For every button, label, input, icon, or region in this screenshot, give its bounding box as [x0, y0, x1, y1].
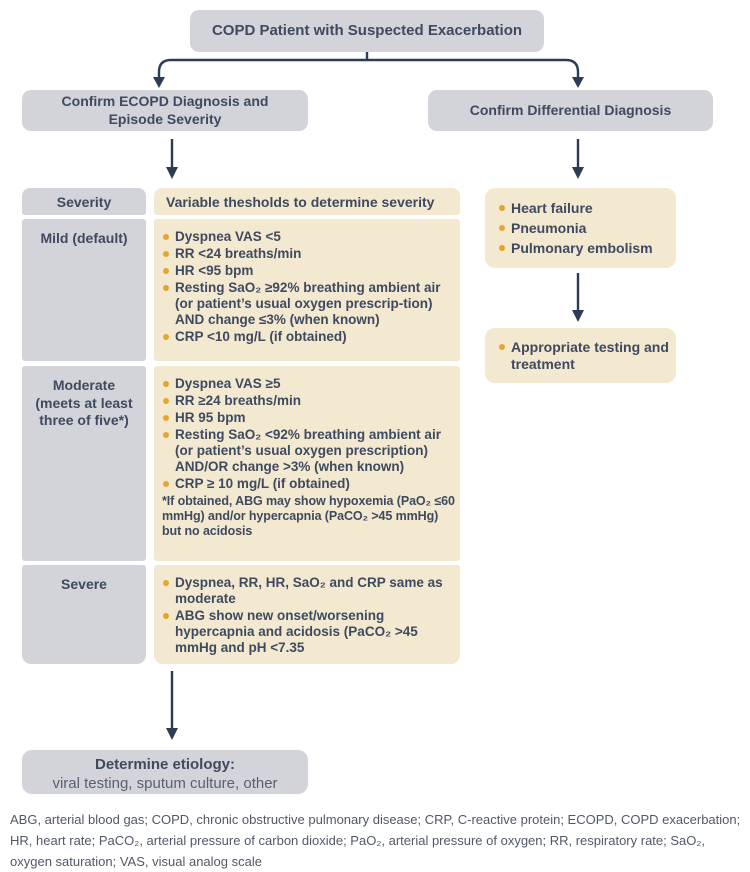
- severity-label-moderate: [22, 366, 146, 561]
- left-branch-node: Confirm ECOPD Diagnosis and Episode Severity: [22, 90, 308, 131]
- arrowhead-split-right: [572, 77, 584, 88]
- differential-list: [498, 200, 653, 257]
- bullet-item: HR 95 bpm: [162, 410, 458, 426]
- bullet-item: RR <24 breaths/min: [162, 246, 458, 262]
- severity-criteria-moderate: [154, 366, 460, 561]
- arrowhead-right-branch: [572, 167, 584, 179]
- bullet-item: Heart failure: [498, 200, 653, 217]
- etiology-node: [22, 750, 308, 794]
- severity-criteria-severe: [154, 565, 460, 664]
- abbreviations-footnote: ABG, arterial blood gas; COPD, chronic obstructive pulmonary disease; CRP, C-reactive protein; ECOPD, COPD exacerbation; HR, heart rate; PaCO₂, arterial pressure of carbon dioxide; PaO₂, arterial pressure of oxygen; RR, respiratory rate; SaO₂, oxygen saturation; VAS, visual analog scale: [10, 812, 741, 869]
- bullet-item: Dyspnea VAS ≥5: [162, 376, 458, 392]
- severity-label-moderate-subtext: (meets at least three of five*): [35, 394, 133, 428]
- differential-diagnoses-box: [485, 188, 676, 268]
- severity-criteria-mild: [154, 219, 460, 361]
- bullet-item: Resting SaO₂ <92% breathing ambient air (or patient’s usual oxygen prescription) AND/OR change >3% (when known): [162, 427, 458, 475]
- bullet-item: Pneumonia: [498, 220, 653, 237]
- arrowhead-differential: [572, 310, 584, 322]
- severity-label-mild-text: Mild (default): [40, 230, 128, 246]
- arrowhead-split-left: [153, 77, 165, 88]
- etiology-subtitle: viral testing, sputum culture, other: [52, 775, 278, 792]
- bullet-item: HR <95 bpm: [162, 263, 458, 279]
- moderate-footnote: *If obtained, ABG may show hypoxemia (PaO₂ ≤60 mmHg) and/or hypercapnia (PaCO₂ >45 mmHg) but no acidosis: [162, 494, 455, 538]
- bullet-item: Resting SaO₂ ≥92% breathing ambient air (or patient’s usual oxygen prescrip-tion) AND change ≤3% (when known): [162, 280, 458, 328]
- right-branch-node: Confirm Differential Diagnosis: [428, 90, 713, 131]
- severity-label-mild: [22, 219, 146, 361]
- differential-action-box: [485, 328, 676, 383]
- severe-bullet-list: [162, 575, 458, 656]
- moderate-bullet-list: [162, 376, 458, 492]
- severity-label-moderate-text: Moderate: [52, 377, 116, 393]
- bullet-item: Dyspnea VAS <5: [162, 229, 458, 245]
- bullet-item: ABG show new onset/worsening hypercapnia and acidosis (PaCO₂ >45 mmHg and pH <7.35: [162, 608, 458, 656]
- severity-column-header: Severity: [22, 188, 146, 215]
- bullet-item: Appropriate testing and treatment: [498, 339, 672, 373]
- start-node: COPD Patient with Suspected Exacerbation: [190, 10, 544, 52]
- etiology-title: Determine etiology:: [94, 756, 236, 773]
- differential-action-list: [498, 339, 672, 373]
- severity-label-severe: [22, 565, 146, 664]
- mild-bullet-list: [162, 229, 458, 345]
- connector-top-split: [159, 60, 578, 78]
- bullet-item: CRP <10 mg/L (if obtained): [162, 329, 458, 345]
- bullet-item: CRP ≥ 10 mg/L (if obtained): [162, 476, 458, 492]
- bullet-item: Pulmonary embolism: [498, 240, 653, 257]
- bullet-item: Dyspnea, RR, HR, SaO₂ and CRP same as moderate: [162, 575, 458, 607]
- criteria-column-header: Variable thesholds to determine severity: [154, 188, 460, 215]
- severity-label-severe-text: Severe: [61, 576, 107, 592]
- bullet-item: RR ≥24 breaths/min: [162, 393, 458, 409]
- arrowhead-left-branch: [166, 167, 178, 179]
- arrowhead-etiology: [166, 728, 178, 740]
